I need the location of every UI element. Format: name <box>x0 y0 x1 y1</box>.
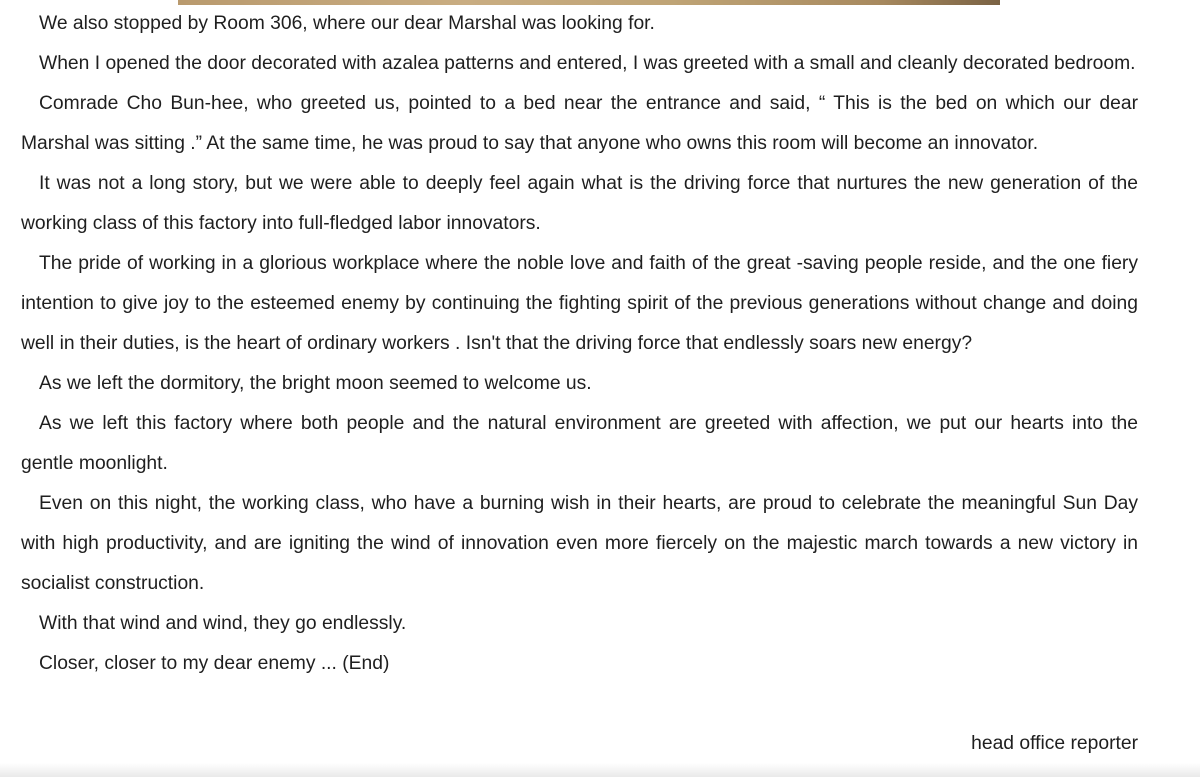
reporter-byline: head office reporter <box>971 733 1138 754</box>
paragraph-driving-force: It was not a long story, but we were able to deeply feel again what is the driving force that nurtures the new generation of the working class of this factory into full-fledged labor innovators. <box>21 173 1138 234</box>
paragraph-bedroom: When I opened the door decorated with azalea patterns and entered, I was greeted with a small and cleanly decorated bedroom. <box>39 53 1136 74</box>
paragraph-dormitory: As we left the dormitory, the bright moon seemed to welcome us. <box>39 373 592 394</box>
paragraph-closing: Closer, closer to my dear enemy ... (End) <box>39 653 390 674</box>
paragraph-room-306: We also stopped by Room 306, where our dear Marshal was looking for. <box>39 13 655 34</box>
article-body <box>21 4 1138 684</box>
paragraph-wind: With that wind and wind, they go endlessly. <box>39 613 407 634</box>
bottom-shadow <box>0 763 1200 777</box>
paragraph-comrade-cho: Comrade Cho Bun-hee, who greeted us, pointed to a bed near the entrance and said, “ This is the bed on which our dear Marshal was sitting .” At the same time, he was proud to say that anyone who owns this room will become an innovator. <box>21 93 1138 154</box>
paragraph-working-class: Even on this night, the working class, who have a burning wish in their hearts, are proud to celebrate the meaningful Sun Day with high productivity, and are igniting the wind of innovation even more fiercely on the majestic march towards a new victory in socialist construction. <box>21 493 1138 594</box>
paragraph-moonlight: As we left this factory where both people and the natural environment are greeted with affection, we put our hearts into the gentle moonlight. <box>21 413 1138 474</box>
paragraph-pride-of-working: The pride of working in a glorious workplace where the noble love and faith of the great -saving people reside, and the one fiery intention to give joy to the esteemed enemy by continuing the fighting spirit of the previous generations without change and doing well in their duties, is the heart of ordinary workers . Isn't that the driving force that endlessly soars new energy? <box>21 253 1138 354</box>
